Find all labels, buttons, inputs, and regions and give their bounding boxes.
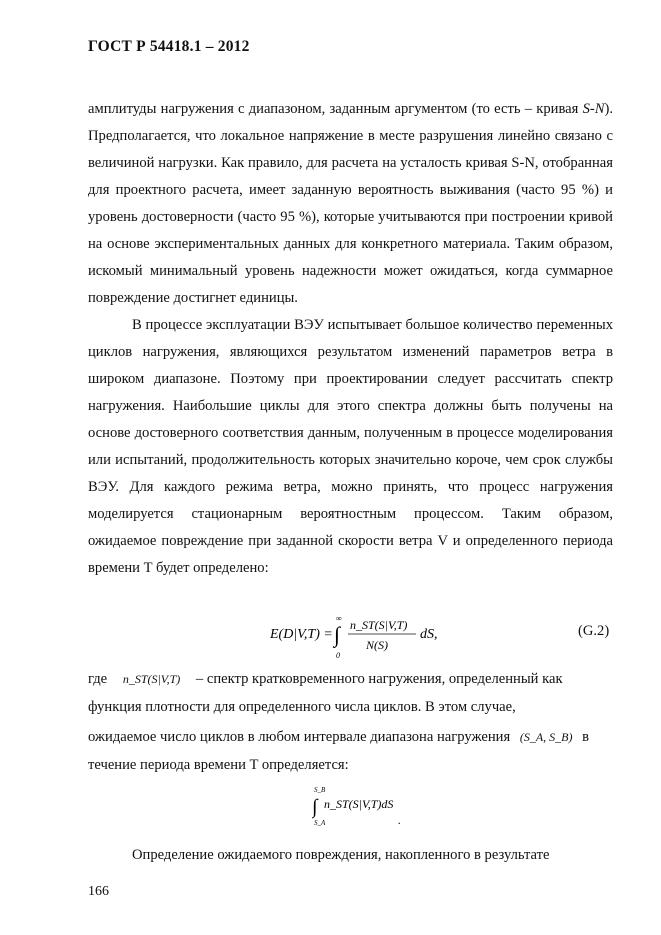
paragraph-3-line-3: [88, 724, 613, 751]
equation-number: (G.2): [578, 623, 610, 639]
eq1-tail: dS,: [420, 627, 438, 642]
paragraph-1: [88, 96, 613, 312]
paragraph-2: В процессе эксплуатации ВЭУ испытывает большое количество переменных циклов нагружения, являющихся результатом изменений параметров ветра в широком диапазоне. Поэтому при проектировании следует рассчитать спектр нагружения. Наибольшие циклы для этого спектра должны быть получены на основе достоверного соответствия данным, полученным в процессе моделирования или испытаний, продолжительность которых значительно короче, чем срок службы ВЭУ. Для каждого режима ветра, можно принять, что процесс нагружения моделируется стационарным вероятностным процессом. Таким образом, ожидаемое повреждение при заданной скорости ветра V и определенного периода времени T будет определено:: [88, 317, 613, 576]
equation-cycles-count: [312, 784, 422, 828]
eq2-lower-limit: S_A: [314, 819, 326, 827]
eq2-period: .: [398, 813, 401, 827]
eq1-integral-sign: ∫: [334, 622, 341, 647]
paragraph-3-line-1: [88, 666, 613, 693]
paragraph-1-sn-term: S-N: [582, 101, 605, 117]
paragraph-3-rest: – спектр кратковременного нагружения, определенный как: [195, 671, 563, 687]
eq1-upper-limit: ∞: [336, 614, 342, 623]
equation-g2-graphic: [270, 612, 470, 662]
eq2-body: n_ST(S|V,T)dS: [324, 797, 394, 811]
inline-spectrum-formula: n_ST(S|V,T): [122, 672, 181, 687]
eq2-integral-sign: ∫: [312, 796, 318, 818]
page-number: 166: [88, 884, 109, 899]
paragraph-4: Определение ожидаемого повреждения, накопленного в результате: [132, 847, 550, 863]
eq1-numerator: n_ST(S|V,T): [350, 618, 408, 632]
paragraph-1-part-c: ). Предполагается, что локальное напряжение в месте разрушения линейно связано с величиной нагрузки. Как правило, для расчета на усталость кривая S-N, отобранная для проектного расчета, имеет заданную вероятность выживания (часто 95 %) и уровень достоверности (часто 95 %), которые учитываются при построении кривой на основе экспериментальных данных для конкретного материала. Таким образом, искомый минимальный уровень надежности может ожидаться, когда суммарное повреждение достигнет единицы.: [88, 101, 613, 306]
equation-g2: [270, 612, 470, 662]
paragraph-1-part-a: амплитуды нагружения с диапазоном, заданным аргументом (то есть – кривая: [88, 101, 583, 117]
paragraph-3-line-4: течение периода времени T определяется:: [88, 757, 349, 773]
where-word: где: [88, 671, 108, 687]
inline-interval-formula: (S_A, S_B): [519, 730, 573, 745]
equation-cycles-graphic: [312, 784, 422, 828]
eq1-lower-limit: 0: [336, 651, 340, 660]
paragraph-3-line-3b: в: [582, 729, 590, 745]
document-header: ГОСТ Р 54418.1 – 2012: [88, 38, 250, 55]
eq1-lhs: E(D|V,T) =: [270, 627, 333, 642]
paragraph-3-line-3a: ожидаемое число циклов в любом интервале диапазона нагружения: [88, 729, 511, 745]
eq1-denominator: N(S): [366, 638, 388, 652]
paragraph-3-line-2: функция плотности для определенного числа циклов. В этом случае,: [88, 699, 516, 715]
eq2-upper-limit: S_B: [314, 786, 326, 794]
